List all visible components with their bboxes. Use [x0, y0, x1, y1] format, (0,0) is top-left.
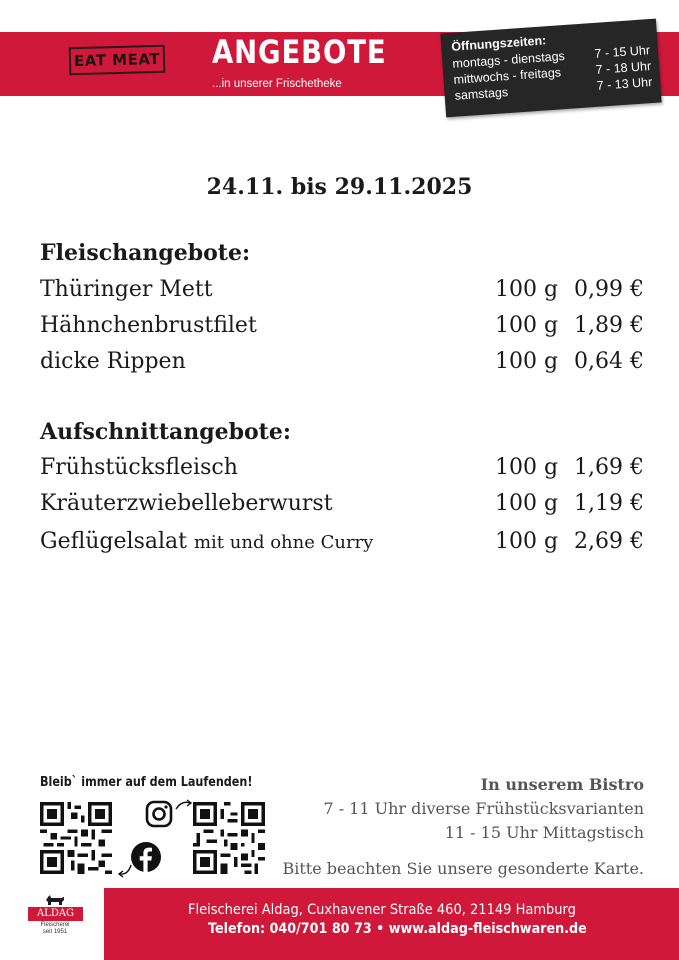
offer-row [40, 349, 644, 379]
qr-code-instagram[interactable] [40, 802, 112, 874]
offer-price: 2,69 € [574, 529, 644, 554]
bistro-note: Bitte beachten Sie unsere gesonderte Karte. [282, 859, 644, 878]
opening-hours-days: mittwochs - freitags [453, 65, 562, 87]
offer-row [40, 277, 644, 307]
opening-hours-time: 7 - 18 Uhr [595, 59, 652, 77]
offer-name: Kräuterzwiebelleberwurst [40, 491, 333, 516]
offer-quantity: 100 g [495, 491, 559, 516]
eat-meat-stamp: EAT MEAT [69, 45, 166, 76]
offer-price: 0,64 € [574, 349, 644, 374]
opening-hours-time: 7 - 13 Uhr [596, 74, 653, 93]
offer-name: Frühstücksfleisch [40, 455, 238, 480]
opening-hours-days: samstags [454, 85, 509, 103]
social-title: Bleib` immer auf dem Laufenden! [40, 775, 253, 790]
offer-quantity: 100 g [495, 277, 559, 302]
offer-price: 1,89 € [574, 313, 644, 338]
arrow-left-icon [116, 862, 134, 878]
section-title-meat: Fleischangebote: [40, 240, 251, 266]
page-title: ANGEBOTE [212, 33, 387, 71]
offer-name-text: Geflügelsalat [40, 529, 187, 554]
offer-quantity: 100 g [495, 529, 559, 554]
arrow-right-icon [174, 798, 194, 812]
offer-date-range: 24.11. bis 29.11.2025 [206, 174, 473, 200]
qr-code-facebook[interactable] [193, 802, 265, 874]
bistro-title: In unserem Bistro [480, 775, 644, 794]
offer-name: Thüringer Mett [40, 277, 213, 302]
section-title-cold-cuts: Aufschnittangebote: [40, 419, 291, 445]
offer-row [40, 491, 644, 521]
opening-hours-title: Öffnungszeiten: [450, 33, 547, 54]
bistro-breakfast: 7 - 11 Uhr diverse Frühstücksvarianten [323, 799, 644, 818]
footer-address: Fleischerei Aldag, Cuxhavener Straße 460, 21149 Hamburg [188, 902, 576, 918]
opening-hours-board [440, 19, 661, 118]
offer-row [40, 529, 644, 559]
facebook-icon[interactable] [130, 841, 162, 873]
offer-price: 1,69 € [574, 455, 644, 480]
offer-name: Hähnchenbrustfilet [40, 313, 257, 338]
offer-row [40, 455, 644, 485]
logo-wordmark: ALDAG [28, 907, 83, 921]
bistro-lunch: 11 - 15 Uhr Mittagstisch [444, 823, 644, 842]
opening-hours-time: 7 - 15 Uhr [594, 43, 651, 61]
offer-row [40, 313, 644, 343]
page-subtitle: ...in unserer Frischetheke [212, 78, 342, 90]
footer-contact[interactable]: Telefon: 040/701 80 73 • www.aldag-fleischwaren.de [208, 921, 587, 937]
offer-price: 0,99 € [574, 277, 644, 302]
offer-note: mit und ohne Curry [193, 532, 374, 553]
instagram-icon[interactable] [145, 800, 173, 828]
offer-quantity: 100 g [495, 349, 559, 374]
offer-name: dicke Rippen [40, 349, 186, 374]
logo-subtitle-line: Fleischerei [40, 922, 70, 928]
offer-quantity: 100 g [495, 455, 559, 480]
offer-quantity: 100 g [495, 313, 559, 338]
offer-price: 1,19 € [574, 491, 644, 516]
opening-hours-days: montags - dienstags [451, 49, 566, 71]
offer-name [40, 529, 373, 554]
logo-subtitle-line: seit 1951 [42, 928, 68, 935]
logo-subtitle [26, 922, 84, 935]
